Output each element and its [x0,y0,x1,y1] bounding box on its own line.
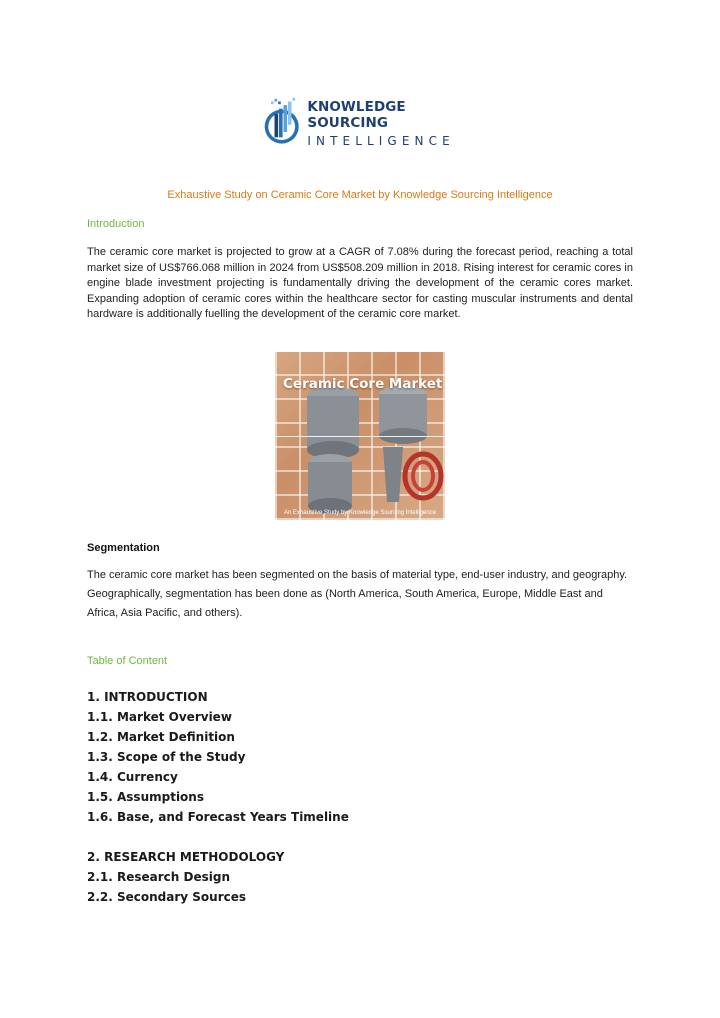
logo-line-2: INTELLIGENCE [307,133,455,148]
toc-item: 1.5. Assumptions [87,790,204,804]
logo-emblem-icon [262,93,301,153]
image-title: Ceramic Core Market [283,376,443,392]
image-caption: An Exhaustive Study by Knowledge Sourcing Intelligence [283,510,437,516]
toc-item: 1.1. Market Overview [87,710,232,724]
toc-group-2 [87,847,284,907]
introduction-paragraph: The ceramic core market is projected to grow at a CAGR of 7.08% during the forecast period, reaching a total market size of US$766.068 million in 2024 from US$508.209 million in 2018. Rising interest for ceramic cores in engine blade investment projecting is fundamentally driving the development of the ceramic cores market. Expanding adoption of ceramic cores within the healthcare sector for casting muscular instruments and dental hardware is additionally fuelling the development of the ceramic core market. [87,246,633,320]
segmentation-heading: Segmentation [87,542,160,554]
company-logo [262,92,472,154]
toc-item: 2.1. Research Design [87,870,230,884]
toc-item: 1.3. Scope of the Study [87,750,246,764]
logo-line-1: KNOWLEDGE SOURCING [307,98,406,131]
toc-heading: Table of Content [87,655,168,667]
toc-item: 1.2. Market Definition [87,730,235,744]
toc-item: 1.6. Base, and Forecast Years Timeline [87,810,349,824]
toc-item: 2.2. Secondary Sources [87,890,247,904]
ceramic-core-market-image [275,352,445,520]
logo-wordmark [307,99,472,148]
introduction-heading: Introduction [87,218,145,230]
toc-item: 2. RESEARCH METHODOLOGY [87,850,285,864]
toc-group-1 [87,687,349,827]
segmentation-paragraph: The ceramic core market has been segmented on the basis of material type, end-user industry, and geography. Geographically, segmentation has been done as (North America, South America, Europe, Middle East and Africa, Asia Pacific, and others). [87,569,628,619]
image-divider [275,436,445,437]
toc-item: 1. INTRODUCTION [87,690,208,704]
toc-item: 1.4. Currency [87,770,178,784]
document-title: Exhaustive Study on Ceramic Core Market by Knowledge Sourcing Intelligence [167,189,553,201]
